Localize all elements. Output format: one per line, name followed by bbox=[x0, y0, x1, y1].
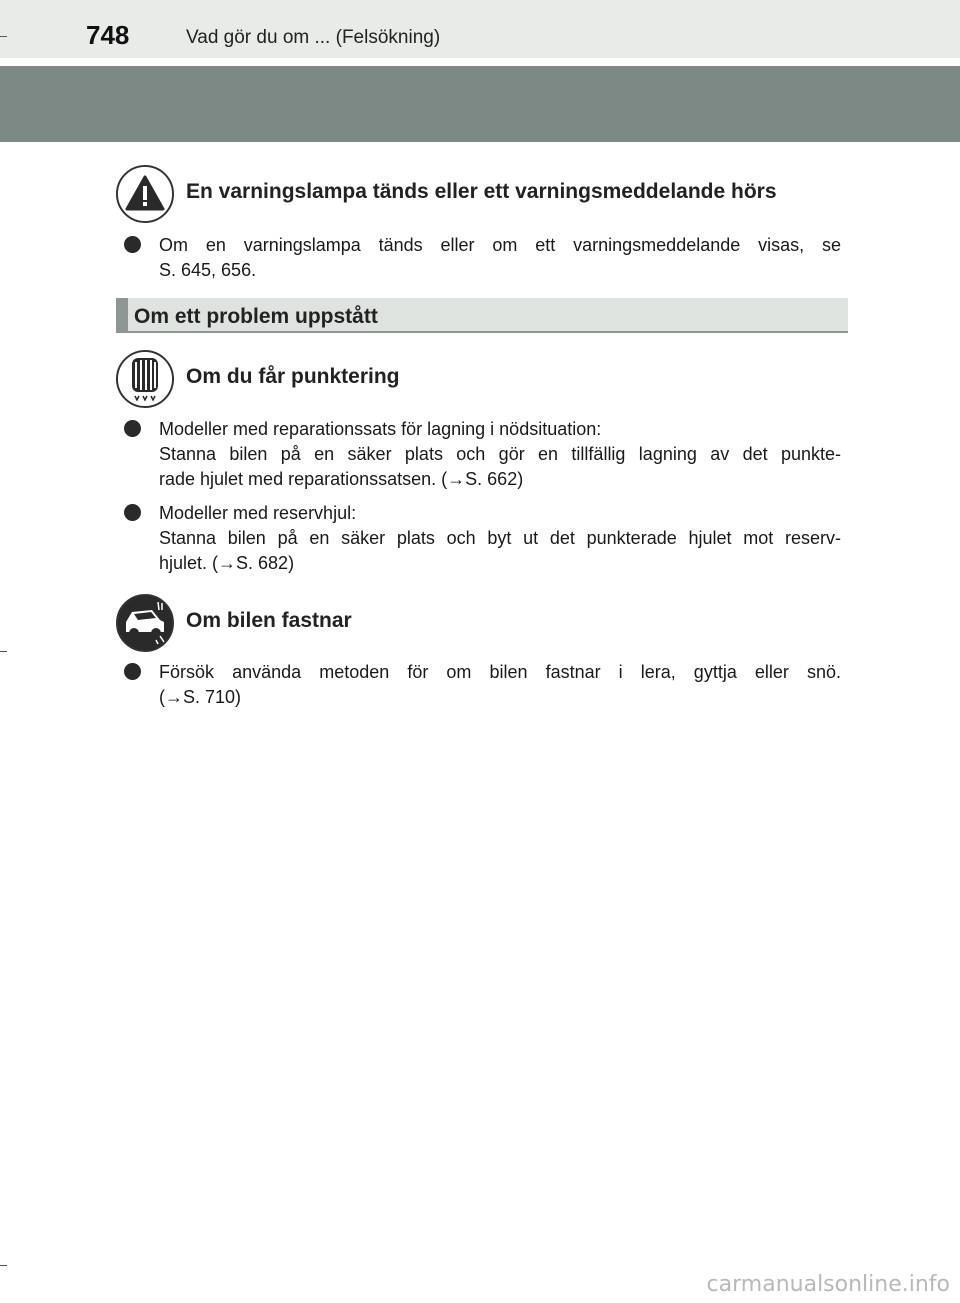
crop-mark bbox=[0, 36, 7, 37]
text-line: Stanna bilen på en säker plats och byt ut det punkterade hjulet mot reserv- bbox=[159, 528, 841, 548]
text-line: Modeller med reparationssats för lagning i nödsituation: bbox=[159, 419, 602, 439]
stuck-paragraph bbox=[159, 660, 841, 710]
bullet-marker bbox=[124, 504, 141, 521]
text-line: Försök använda metoden för om bilen fastnar i lera, gyttja eller snö. bbox=[159, 662, 841, 682]
puncture-paragraph-2 bbox=[159, 501, 841, 576]
crop-mark bbox=[0, 1265, 7, 1266]
text-line: Om en varningslampa tänds eller om ett varningsmeddelande visas, se bbox=[159, 235, 841, 255]
warning-paragraph bbox=[159, 233, 841, 283]
section-bar-label: Om ett problem uppstått bbox=[134, 305, 378, 328]
warning-triangle-icon bbox=[116, 165, 174, 223]
flat-tire-icon bbox=[116, 350, 174, 408]
page-header bbox=[0, 0, 960, 58]
text-line: Stanna bilen på en säker plats och gör en tillfällig lagning av det punkte- bbox=[159, 444, 841, 464]
stuck-section-title: Om bilen fastnar bbox=[186, 609, 352, 632]
warning-section-title: En varningslampa tänds eller ett varningsmeddelande hörs bbox=[186, 180, 777, 203]
text-line: S. 645, 656. bbox=[159, 260, 257, 280]
bullet-marker bbox=[124, 236, 141, 253]
puncture-section-title: Om du får punktering bbox=[186, 365, 400, 388]
bullet-marker bbox=[124, 663, 141, 680]
stuck-car-icon bbox=[116, 594, 174, 652]
chapter-title: Vad gör du om ... (Felsökning) bbox=[186, 27, 441, 48]
page-number: 748 bbox=[86, 20, 130, 50]
header-band bbox=[0, 66, 960, 142]
crop-mark bbox=[0, 651, 7, 652]
text-line: hjulet. (→S. 682) bbox=[159, 553, 295, 573]
text-line: rade hjulet med reparationssatsen. (→S. 662) bbox=[159, 469, 524, 489]
bullet-marker bbox=[124, 420, 141, 437]
text-line: Modeller med reservhjul: bbox=[159, 503, 357, 523]
text-line: (→S. 710) bbox=[159, 687, 242, 707]
puncture-paragraph-1 bbox=[159, 417, 841, 492]
watermark: carmanualsonline.info bbox=[706, 1272, 950, 1297]
